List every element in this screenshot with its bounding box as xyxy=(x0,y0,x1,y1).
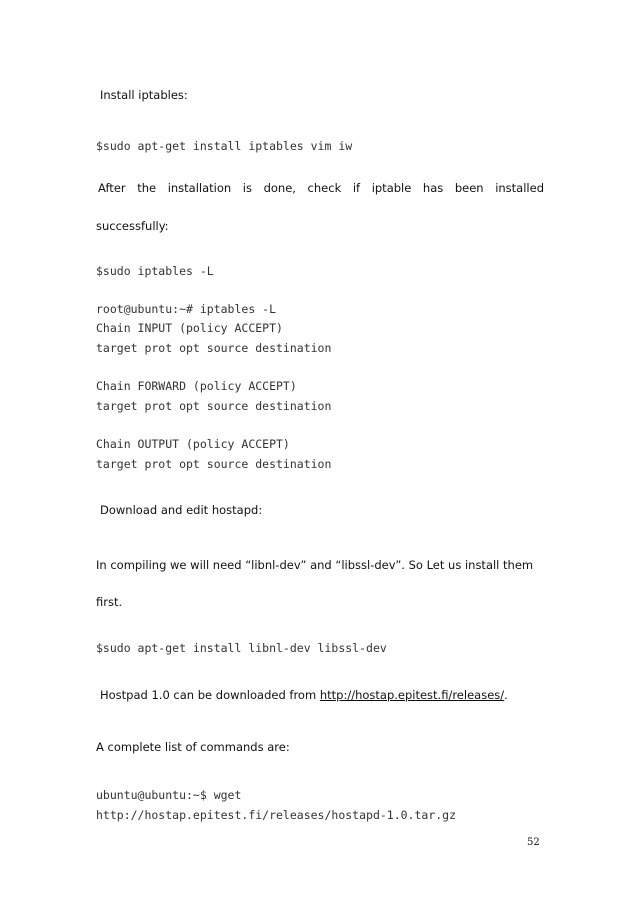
after-install-line-1: After the installation is done, check if iptable has been installed xyxy=(98,181,544,195)
hostap-releases-link[interactable]: http://hostap.epitest.fi/releases/ xyxy=(319,688,505,702)
download-hostapd-heading: Download and edit hostapd: xyxy=(100,503,263,517)
iptables-list-command: $sudo iptables -L xyxy=(96,264,214,278)
output-input-chain: Chain INPUT (policy ACCEPT) xyxy=(96,321,283,335)
install-libs-command: $sudo apt-get install libnl-dev libssl-dev xyxy=(96,641,387,655)
output-output-chain: Chain OUTPUT (policy ACCEPT) xyxy=(96,437,290,451)
output-prompt-line: root@ubuntu:~# iptables -L xyxy=(96,302,277,316)
after-install-line-2: successfully: xyxy=(96,219,169,233)
page-number: 52 xyxy=(527,837,540,848)
compiling-line-2: first. xyxy=(96,595,123,609)
output-output-header: target prot opt source destination xyxy=(96,457,332,471)
output-forward-chain: Chain FORWARD (policy ACCEPT) xyxy=(96,379,297,393)
hostpad-download-text: Hostpad 1.0 can be downloaded from xyxy=(100,688,317,702)
commands-heading: A complete list of commands are: xyxy=(96,740,290,754)
hostpad-download-line xyxy=(100,688,508,703)
install-iptables-heading: Install iptables: xyxy=(100,88,188,102)
wget-prompt-line: ubuntu@ubuntu:~$ wget xyxy=(96,788,242,802)
wget-url-line: http://hostap.epitest.fi/releases/hostapd-1.0.tar.gz xyxy=(96,808,457,822)
output-input-header: target prot opt source destination xyxy=(96,341,332,355)
install-iptables-command: $sudo apt-get install iptables vim iw xyxy=(96,139,353,153)
output-forward-header: target prot opt source destination xyxy=(96,399,332,413)
compiling-line-1: In compiling we will need “libnl-dev” and “libssl-dev”. So Let us install them xyxy=(96,558,534,572)
hostpad-download-period: . xyxy=(504,688,508,702)
